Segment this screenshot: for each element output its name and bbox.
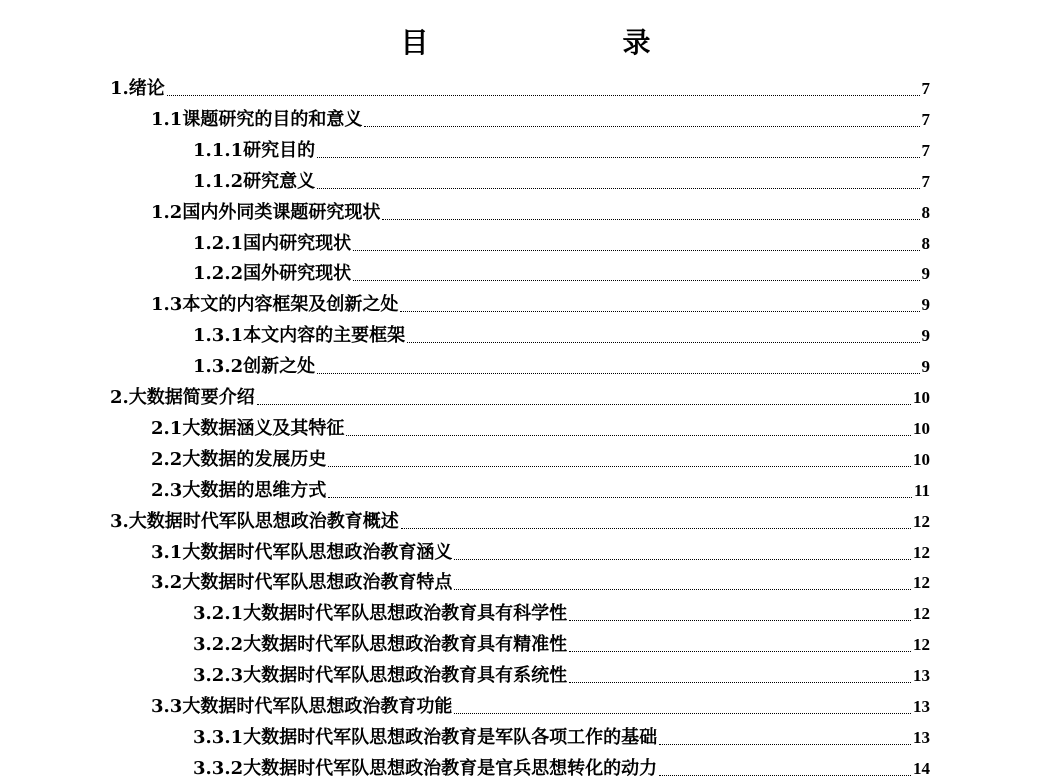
toc-entry-title: 大数据的发展历史 <box>182 448 327 470</box>
dot-leader <box>317 372 919 374</box>
toc-entry-number: 1.3 <box>151 294 183 316</box>
toc-entry[interactable] <box>110 74 930 104</box>
toc-entry-page-number: 8 <box>921 202 930 222</box>
toc-entry-number: 3.2.3 <box>193 665 244 687</box>
dot-leader <box>659 743 911 745</box>
toc-entry[interactable] <box>193 229 930 259</box>
dot-leader <box>401 527 911 529</box>
toc-entry-page-number: 9 <box>921 295 930 315</box>
toc-entry[interactable] <box>110 507 930 537</box>
dot-leader <box>353 279 919 281</box>
toc-entry-title: 大数据简要介绍 <box>128 387 255 408</box>
toc-entry-number: 1.2.2 <box>193 263 244 285</box>
dot-leader <box>353 249 919 251</box>
toc-entry-page-number: 7 <box>921 140 930 160</box>
toc-entry-title: 国内外同类课题研究现状 <box>182 201 381 223</box>
toc-entry-page-number: 12 <box>913 542 930 562</box>
toc-entry[interactable] <box>151 568 930 598</box>
toc-entry[interactable] <box>193 661 930 691</box>
toc-entry-title: 大数据时代军队思想政治教育具有精准性 <box>243 634 568 656</box>
toc-entry-number: 1. <box>110 78 129 99</box>
toc-entry-number: 3.1 <box>151 541 183 563</box>
toc-entry-page-number: 7 <box>921 171 930 191</box>
toc-entry-number: 1.2.1 <box>193 232 244 254</box>
toc-entry-title: 大数据时代军队思想政治教育特点 <box>182 572 453 594</box>
toc-entry-title: 大数据时代军队思想政治教育概述 <box>128 510 399 532</box>
toc-entry-number: 3.3.1 <box>193 726 244 748</box>
dot-leader <box>400 310 919 312</box>
toc-entry-number: 2.1 <box>151 417 183 439</box>
toc-entry-title: 研究意义 <box>243 170 316 192</box>
toc-entry-number: 3.3.2 <box>193 757 244 779</box>
toc-entry-page-number: 7 <box>921 79 930 98</box>
toc-entry-number: 3. <box>110 510 129 532</box>
toc-entry-title: 大数据时代军队思想政治教育功能 <box>182 696 453 717</box>
toc-entry-number: 1.2 <box>151 201 183 223</box>
toc-entry-title: 大数据时代军队思想政治教育具有系统性 <box>243 665 568 687</box>
toc-entry-number: 1.1.1 <box>193 139 244 161</box>
toc-entry-page-number: 7 <box>921 109 930 129</box>
toc-entry-page-number: 12 <box>913 511 930 531</box>
dot-leader <box>454 712 911 714</box>
toc-entry-title: 本文内容的主要框架 <box>243 325 406 347</box>
dot-leader <box>569 650 911 652</box>
toc-entry-page-number: 12 <box>913 604 930 624</box>
toc-entry[interactable] <box>193 321 930 351</box>
toc-entry-page-number: 12 <box>913 635 930 655</box>
toc-entry-page-number: 13 <box>913 697 930 716</box>
dot-leader <box>364 125 919 127</box>
toc-entry-page-number: 13 <box>913 666 930 686</box>
toc-entry-title: 大数据时代军队思想政治教育是官兵思想转化的动力 <box>243 757 658 779</box>
toc-entry-number: 1.1 <box>151 108 183 130</box>
toc-entry-number: 1.3.1 <box>193 325 244 347</box>
toc-entry-title: 大数据的思维方式 <box>182 479 327 501</box>
dot-leader <box>317 187 919 189</box>
toc-entry-number: 2. <box>110 387 129 408</box>
toc-entry-page-number: 9 <box>921 264 930 284</box>
toc-entry[interactable] <box>193 259 930 289</box>
toc-entry[interactable] <box>151 476 930 506</box>
dot-leader <box>346 434 911 436</box>
toc-entry[interactable] <box>151 538 930 568</box>
toc-entry-page-number: 12 <box>913 573 930 593</box>
toc-entry-title: 创新之处 <box>243 356 316 378</box>
toc-entry-page-number: 14 <box>913 758 930 778</box>
toc-entry-title: 本文的内容框架及创新之处 <box>182 294 399 316</box>
toc-title: 目 录 <box>400 26 697 59</box>
dot-leader <box>407 341 919 343</box>
toc-entry-title: 研究目的 <box>243 139 316 161</box>
toc-entry[interactable] <box>151 198 930 228</box>
toc-entry-number: 1.1.2 <box>193 170 244 192</box>
toc-entry[interactable] <box>151 290 930 320</box>
dot-leader <box>454 588 911 590</box>
toc-entry-page-number: 13 <box>913 727 930 747</box>
toc-entry-page-number: 9 <box>921 357 930 377</box>
toc-entry[interactable] <box>151 105 930 135</box>
toc-entry-page-number: 10 <box>913 388 930 407</box>
toc-entry-number: 1.3.2 <box>193 356 244 378</box>
dot-leader <box>328 465 911 467</box>
toc-entry[interactable] <box>193 754 930 784</box>
dot-leader <box>328 496 912 498</box>
toc-entry[interactable] <box>193 630 930 660</box>
dot-leader <box>317 156 919 158</box>
toc-entry-page-number: 10 <box>913 418 930 438</box>
toc-entry[interactable] <box>193 352 930 382</box>
toc-entry-title: 大数据时代军队思想政治教育是军队各项工作的基础 <box>243 726 658 748</box>
dot-leader <box>454 558 911 560</box>
toc-entry-title: 国外研究现状 <box>243 263 352 285</box>
dot-leader <box>569 681 911 683</box>
toc-entry[interactable] <box>193 599 930 629</box>
toc-entry-title: 大数据时代军队思想政治教育具有科学性 <box>243 603 568 625</box>
toc-entry-page-number: 10 <box>913 449 930 469</box>
toc-entry[interactable] <box>193 167 930 197</box>
toc-entry[interactable] <box>110 383 930 413</box>
toc-entry-title: 课题研究的目的和意义 <box>182 108 363 130</box>
dot-leader <box>167 94 920 96</box>
toc-entry-page-number: 8 <box>921 233 930 253</box>
toc-entry-title: 大数据涵义及其特征 <box>182 417 345 439</box>
toc-entry-number: 2.3 <box>151 479 183 501</box>
toc-entry-number: 3.2.2 <box>193 634 244 656</box>
toc-entry[interactable] <box>151 414 930 444</box>
toc-entry-page-number: 11 <box>913 480 930 500</box>
dot-leader <box>257 403 911 405</box>
toc-entry-title: 国内研究现状 <box>243 232 352 254</box>
toc-entry-title: 绪论 <box>128 78 165 99</box>
toc-entry[interactable] <box>151 692 930 722</box>
toc-entry[interactable] <box>193 723 930 753</box>
toc-entry[interactable] <box>193 136 930 166</box>
toc-entry-page-number: 9 <box>921 326 930 346</box>
dot-leader <box>382 218 919 220</box>
toc-entry-number: 3.3 <box>151 696 183 717</box>
toc-entry-number: 3.2.1 <box>193 603 244 625</box>
toc-entry[interactable] <box>151 445 930 475</box>
toc-entry-number: 3.2 <box>151 572 183 594</box>
dot-leader <box>569 619 911 621</box>
toc-entry-title: 大数据时代军队思想政治教育涵义 <box>182 541 453 563</box>
toc-entry-number: 2.2 <box>151 448 183 470</box>
dot-leader <box>659 774 911 776</box>
